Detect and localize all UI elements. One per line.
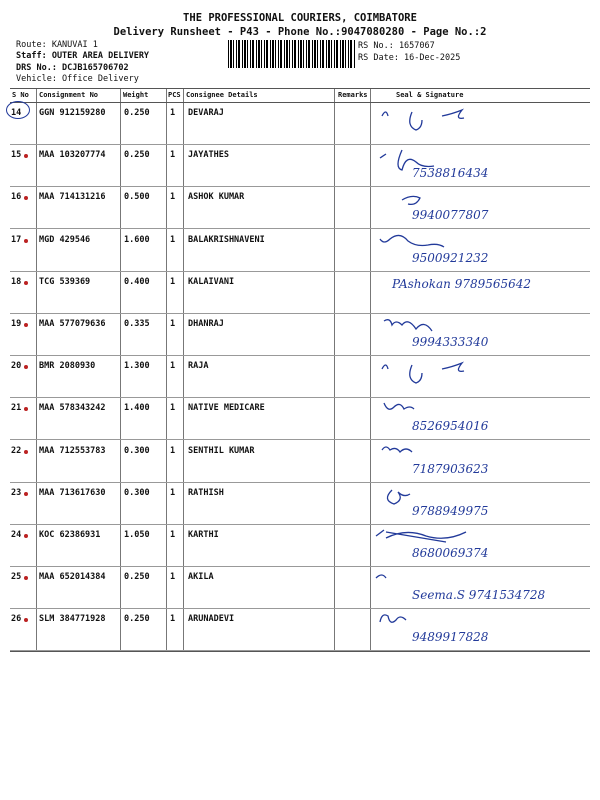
consignee-cell: RATHISH [188,487,224,498]
signature-area [372,186,592,228]
handwritten-phone: 7538816434 [412,166,489,181]
signature-area [372,229,592,271]
consignee-cell: JAYATHES [188,150,229,161]
signature-area [372,102,592,144]
weight-cell: 1.050 [124,530,150,540]
consignee-cell: DEVARAJ [188,108,224,118]
signature-scribble [372,102,592,144]
signature-area [372,313,592,355]
consignment-cell: MAA 103207774 [39,150,106,161]
consignment-cell: SLM 384771928 [39,614,106,625]
pcs-cell: 1 [170,614,176,625]
highlight-circle [6,101,30,119]
signature-area [372,144,592,186]
pcs-cell: 1 [170,192,176,203]
rs-date: RS Date: 16-Dec-2025 [358,53,461,63]
red-mark [24,281,28,285]
handwritten-phone: 7187903623 [412,461,489,476]
drs-label: DRS No.: DCJB165706702 [16,63,129,73]
sno-cell: 17 [11,234,22,245]
red-mark [24,196,28,200]
table-row [10,313,590,356]
red-mark [24,154,28,158]
col-sno: S No [12,91,29,99]
weight-cell: 0.250 [124,572,150,583]
consignee-cell: NATIVE MEDICARE [188,403,265,414]
red-mark [24,618,28,622]
col-weight: Weight [123,91,149,99]
table-row [10,144,590,187]
pcs-cell: 1 [170,319,176,329]
company-title: THE PROFESSIONAL COURIERS, COIMBATORE [183,12,417,24]
col-seal: Seal & Signature [396,91,464,99]
consignee-cell: RAJA [188,361,209,372]
consignment-cell: KOC 62386931 [39,530,101,540]
weight-cell: 0.500 [124,192,150,203]
consignment-cell: GGN 912159280 [39,108,106,118]
weight-cell: 0.400 [124,276,150,287]
red-mark [24,239,28,243]
sno-cell: 18 [11,276,22,287]
table-row [10,186,590,229]
signature-area [372,271,592,313]
signature-area [372,355,592,397]
handwritten-phone: 8680069374 [412,546,489,560]
rs-number: RS No.: 1657067 [358,41,435,51]
signature-area [372,566,592,608]
col-consignee: Consignee Details [186,91,258,99]
consignee-cell: DHANRAJ [188,319,224,329]
table-row [10,482,590,525]
red-mark [24,407,28,411]
weight-cell: 0.300 [124,487,150,498]
runsheet-subtitle: Delivery Runsheet - P43 - Phone No.:9047080280 - Page No.:2 [113,26,487,38]
handwritten-phone: 9489917828 [412,630,489,645]
sno-cell: 22 [11,445,22,456]
barcode-image [228,40,356,68]
handwritten-phone: PAshokan 9789565642 [392,276,532,291]
weight-cell: 0.250 [124,614,150,625]
weight-cell: 0.300 [124,445,150,456]
red-mark [24,534,28,538]
consignee-cell: ARUNADEVI [188,614,235,625]
consignee-cell: BALAKRISHNAVENI [188,234,265,245]
table-row [10,524,590,567]
sno-cell: 21 [11,403,22,414]
sno-cell: 15 [11,150,22,161]
route-label: Route: KANUVAI 1 [16,40,98,50]
staff-label: Staff: OUTER AREA DELIVERY [16,51,150,61]
consignment-cell: MAA 578343242 [39,403,106,414]
consignment-cell: MAA 577079636 [39,319,106,329]
consignment-cell: TCG 539369 [39,276,91,287]
pcs-cell: 1 [170,445,176,456]
runsheet-table [10,88,590,652]
vehicle-label: Vehicle: Office Delivery [16,74,139,84]
signature-area [372,440,592,482]
pcs-cell: 1 [170,150,176,161]
sno-cell: 19 [11,319,22,329]
consignment-cell: MAA 713617630 [39,487,106,498]
col-remarks: Remarks [338,91,368,99]
consignment-cell: MGD 429546 [39,234,91,245]
table-row [10,397,590,440]
weight-cell: 0.250 [124,108,150,118]
weight-cell: 1.600 [124,234,150,245]
handwritten-phone: 8526954016 [412,419,489,434]
signature-area [372,608,592,650]
pcs-cell: 1 [170,403,176,414]
pcs-cell: 1 [170,572,176,583]
handwritten-phone: 9994333340 [412,335,489,349]
sno-cell: 25 [11,572,22,583]
table-row [10,271,590,314]
weight-cell: 1.400 [124,403,150,414]
sno-cell: 26 [11,614,22,625]
pcs-cell: 1 [170,108,176,118]
handwritten-phone: 9940077807 [412,208,489,223]
col-pcs: PCS [168,91,181,99]
sno-cell: 16 [11,192,22,203]
table-row [10,355,590,398]
pcs-cell: 1 [170,530,176,540]
handwritten-phone: 9500921232 [412,250,489,265]
pcs-cell: 1 [170,234,176,245]
signature-scribble [372,355,592,397]
pcs-cell: 1 [170,487,176,498]
signature-area [372,482,592,524]
sno-cell: 20 [11,361,22,372]
sno-cell: 23 [11,487,22,498]
table-row [10,440,590,483]
consignment-cell: MAA 652014384 [39,572,106,583]
signature-area [372,524,592,566]
col-consignment: Consignment No [39,91,99,99]
table-header [10,89,590,103]
red-mark [24,365,28,369]
red-mark [24,492,28,496]
sno-cell: 24 [11,530,22,540]
weight-cell: 0.335 [124,319,150,329]
table-row [10,608,590,651]
table-row [10,102,590,145]
red-mark [24,576,28,580]
table-row [10,229,590,272]
consignee-cell: SENTHIL KUMAR [188,445,255,456]
signature-area [372,397,592,439]
weight-cell: 0.250 [124,150,150,161]
consignee-cell: AKILA [188,572,214,583]
handwritten-phone: 9788949975 [412,503,489,518]
consignment-cell: BMR 2080930 [39,361,96,372]
red-mark [24,323,28,327]
red-mark [24,450,28,454]
table-row [10,566,590,609]
consignee-cell: ASHOK KUMAR [188,192,245,203]
pcs-cell: 1 [170,276,176,287]
consignment-cell: MAA 712553783 [39,445,106,456]
consignment-cell: MAA 714131216 [39,192,106,203]
pcs-cell: 1 [170,361,176,372]
consignee-cell: KALAIVANI [188,276,235,287]
handwritten-phone: Seema.S 9741534728 [412,588,546,603]
weight-cell: 1.300 [124,361,150,372]
sno-cell: 14 [11,108,22,118]
consignee-cell: KARTHI [188,530,219,540]
